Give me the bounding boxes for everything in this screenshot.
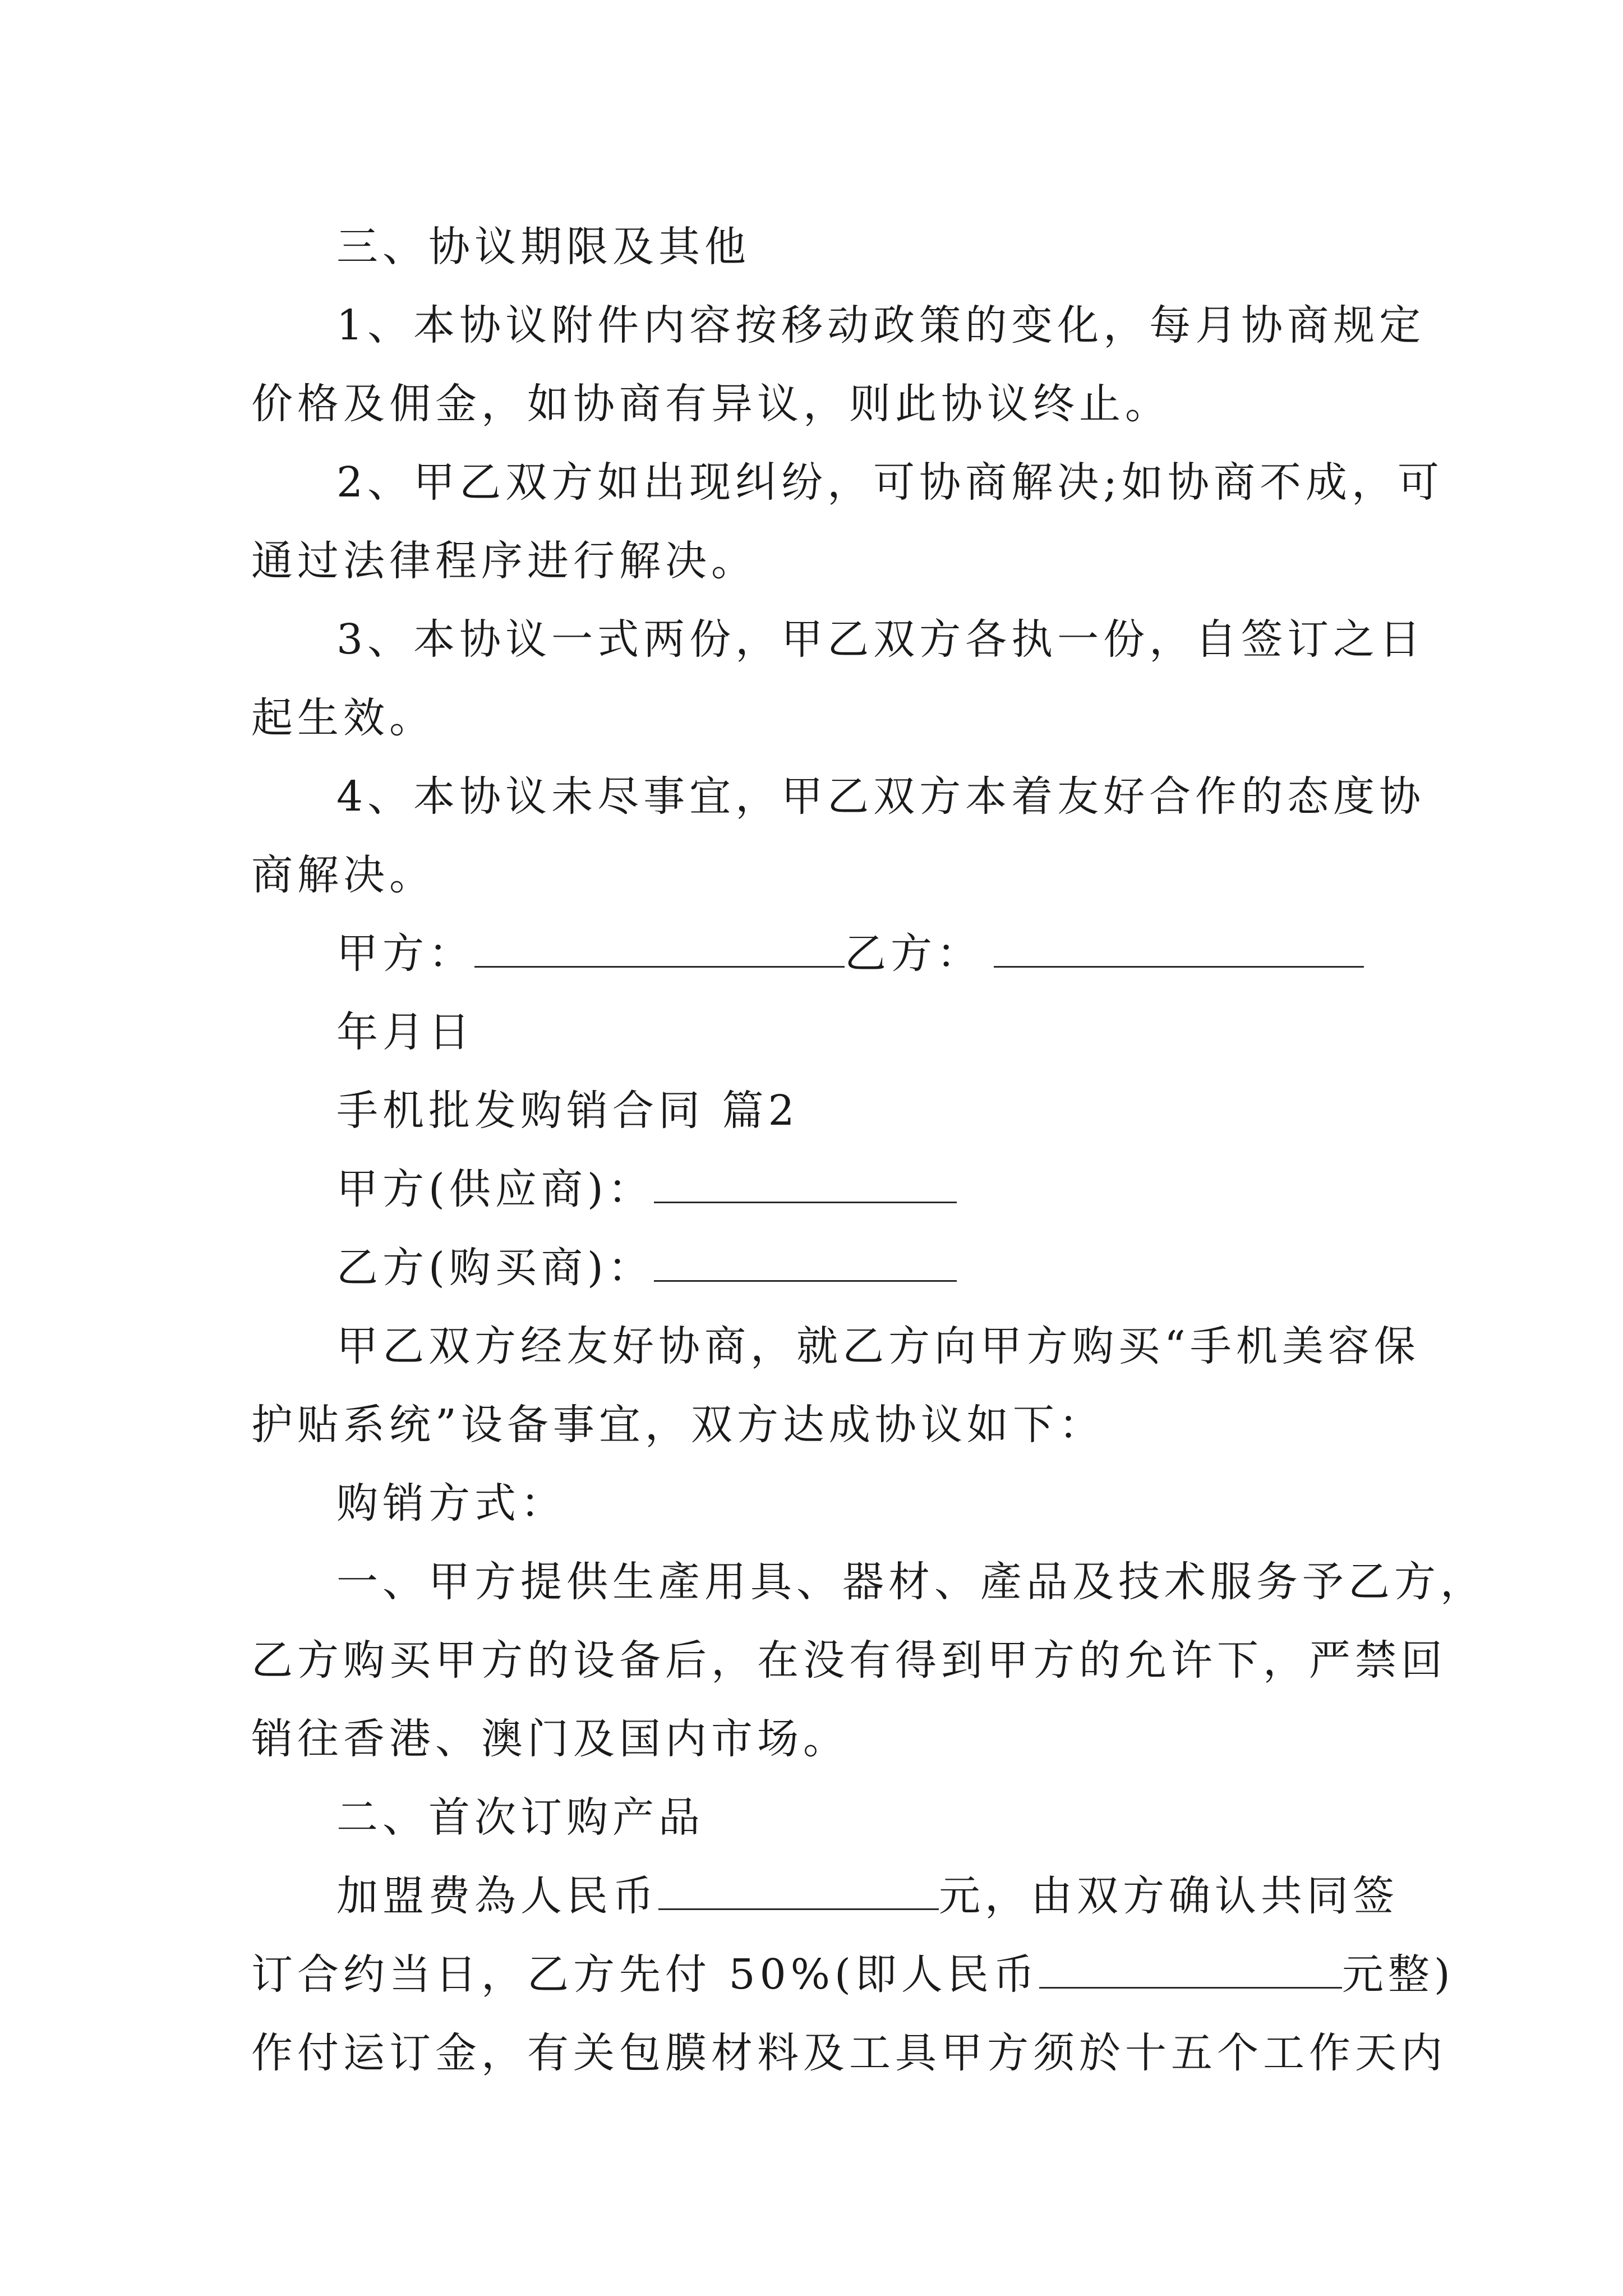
item-3-line-2: 起生效。 bbox=[251, 694, 435, 742]
party-b-blank bbox=[994, 932, 1364, 968]
item-1-line-1: 1、本协议附件内容按移动政策的变化，每月协商规定 bbox=[336, 301, 1426, 349]
clause-1-line-2: 乙方购买甲方的设备后，在没有得到甲方的允许下，严禁回 bbox=[251, 1636, 1447, 1685]
party-b-label: 乙方： bbox=[845, 930, 983, 978]
intro-line-2: 护贴系统”设备事宜，双方达成协议如下： bbox=[251, 1401, 1105, 1449]
supplier-line bbox=[251, 1150, 1390, 1228]
supplier-label: 甲方(供应商)： bbox=[336, 1165, 654, 1213]
fee-line bbox=[251, 1857, 1399, 1935]
clause-1-line-1: 一、甲方提供生產用具、器材、產品及技术服务予乙方， bbox=[336, 1558, 1486, 1606]
buyer-label: 乙方(购买商)： bbox=[336, 1244, 654, 1292]
payment-text-start: 订合约当日，乙方先付 50%(即人民币 bbox=[251, 1950, 1039, 1999]
item-4-line-1: 4、本协议未尽事宜，甲乙双方本着友好合作的态度协 bbox=[336, 772, 1426, 821]
sales-method-heading: 购销方式： bbox=[336, 1479, 566, 1527]
payment-text-end: 元整) bbox=[1341, 1950, 1455, 1999]
item-4-line-2: 商解决。 bbox=[251, 851, 435, 899]
party-a-label: 甲方： bbox=[336, 930, 474, 978]
section-3-title: 三、协议期限及其他 bbox=[336, 223, 750, 271]
buyer-line bbox=[251, 1228, 1390, 1307]
party-a-blank bbox=[474, 932, 845, 968]
supplier-blank bbox=[654, 1168, 957, 1203]
intro-line-1: 甲乙双方经友好协商，就乙方向甲方购买“手机美容保 bbox=[336, 1322, 1420, 1370]
contract-2-title: 手机批发购销合同 篇2 bbox=[336, 1087, 799, 1135]
fee-text-start: 加盟费為人民币 bbox=[336, 1872, 658, 1920]
fee-amount-blank bbox=[658, 1875, 939, 1910]
payment-line bbox=[251, 1935, 1455, 2014]
item-1-line-2: 价格及佣金，如协商有异议，则此协议终止。 bbox=[251, 380, 1171, 428]
clause-2-title: 二、首次订购产品 bbox=[336, 1793, 704, 1842]
buyer-blank bbox=[654, 1246, 957, 1282]
item-2-line-2: 通过法律程序进行解决。 bbox=[251, 537, 757, 585]
last-line: 作付运订金，有关包膜材料及工具甲方须於十五个工作天内 bbox=[251, 2029, 1447, 2077]
clause-1-line-3: 销往香港、澳门及国内市场。 bbox=[251, 1715, 849, 1763]
signature-line bbox=[251, 914, 1390, 993]
item-2-line-1: 2、甲乙双方如出现纠纷，可协商解决;如协商不成，可 bbox=[336, 458, 1444, 507]
payment-amount-blank bbox=[1039, 1953, 1342, 1989]
date-line: 年月日 bbox=[336, 1008, 474, 1056]
document-page bbox=[251, 208, 1486, 2092]
fee-text-end: 元，由双方确认共同签 bbox=[939, 1872, 1399, 1920]
item-3-line-1: 3、本协议一式两份，甲乙双方各执一份，自签订之日 bbox=[336, 615, 1426, 664]
